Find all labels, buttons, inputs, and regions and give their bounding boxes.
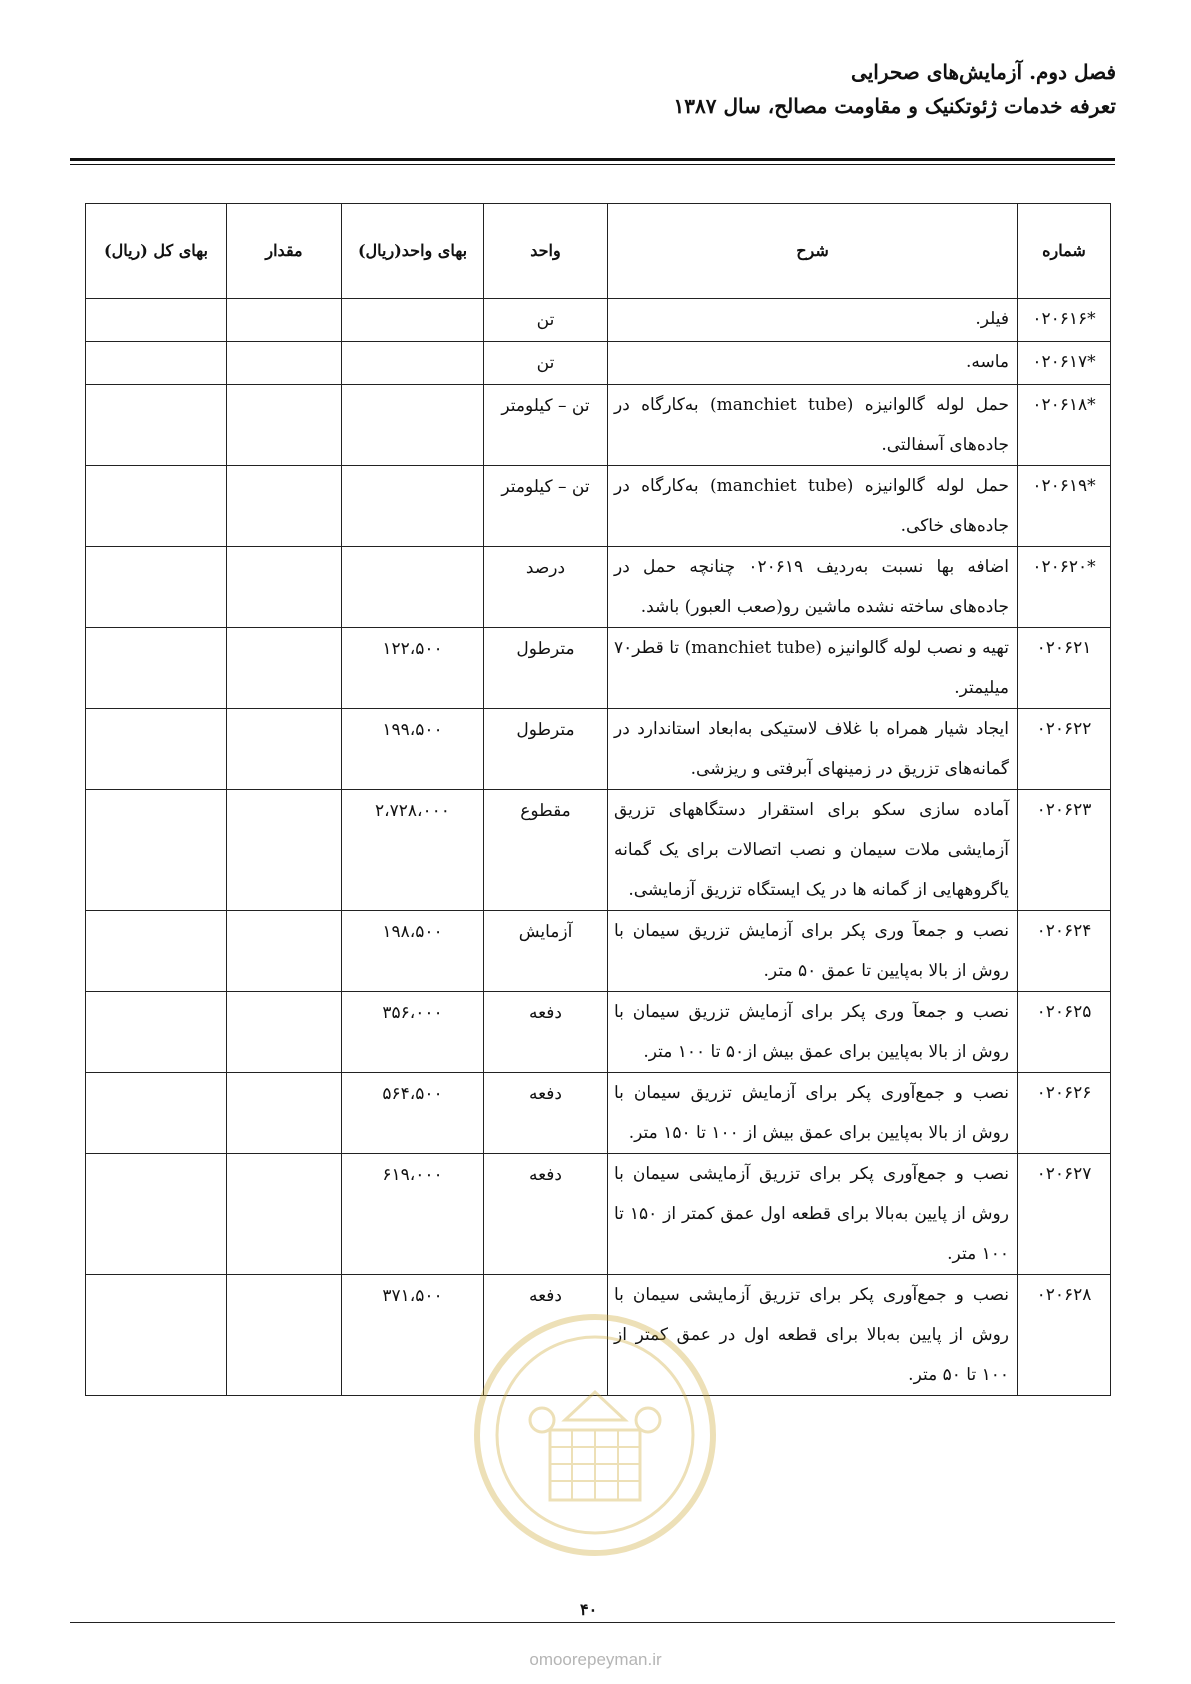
row-quantity: [227, 628, 342, 709]
row-quantity: [227, 1154, 342, 1275]
row-description: حمل لوله گالوانیزه (manchiet tube) به‌کارگاه در جاده‌های خاکی.: [608, 466, 1018, 547]
row-total: [86, 709, 227, 790]
table-row: [86, 466, 1111, 547]
table-row: [86, 911, 1111, 992]
row-total: [86, 992, 227, 1073]
page-number: ۴۰: [580, 1600, 598, 1619]
row-quantity: [227, 547, 342, 628]
row-description: نصب و جمعآ وری پکر برای آزمایش تزریق سیمان با روش از بالا به‌پایین تا عمق ۵۰ متر.: [608, 911, 1018, 992]
row-total: [86, 299, 227, 342]
column-header-code: شماره: [1018, 204, 1111, 299]
row-quantity: [227, 466, 342, 547]
row-unit-price: ۱۲۲،۵۰۰: [342, 628, 484, 709]
column-header-quantity: مقدار: [227, 204, 342, 299]
row-code: *۰۲۰۶۱۹: [1018, 466, 1111, 547]
column-header-total: بهای کل (ریال): [86, 204, 227, 299]
row-code: *۰۲۰۶۱۷: [1018, 342, 1111, 385]
row-description: اضافه بها نسبت به‌ردیف ۰۲۰۶۱۹ چنانچه حمل در جاده‌های ساخته نشده ماشین رو(صعب العبور) باشد.: [608, 547, 1018, 628]
row-code: ۰۲۰۶۲۱: [1018, 628, 1111, 709]
row-unit-price: [342, 547, 484, 628]
row-code: *۰۲۰۶۱۶: [1018, 299, 1111, 342]
table-row: [86, 342, 1111, 385]
row-description: آماده سازی سکو برای استقرار دستگاههای تزریق آزمایشی ملات سیمان و نصب اتصالات برای یک گمانه یاگروههایی از گمانه ها در یک ایستگاه تزریق آزمایشی.: [608, 790, 1018, 911]
row-unit: دفعه: [484, 1275, 608, 1396]
row-description: ماسه.: [608, 342, 1018, 385]
row-unit-price: ۳۵۶،۰۰۰: [342, 992, 484, 1073]
table-row: [86, 299, 1111, 342]
page-header: [76, 60, 1116, 118]
row-code: ۰۲۰۶۲۷: [1018, 1154, 1111, 1275]
row-unit-price: ۱۹۸،۵۰۰: [342, 911, 484, 992]
column-header-desc: شرح: [608, 204, 1018, 299]
row-code: *۰۲۰۶۱۸: [1018, 385, 1111, 466]
row-description: نصب و جمع‌آوری پکر برای آزمایش تزریق سیمان با روش از بالا به‌پایین برای عمق بیش از ۱۰۰ تا ۱۵۰ متر.: [608, 1073, 1018, 1154]
table-header-row: [86, 204, 1111, 299]
row-description: حمل لوله گالوانیزه (manchiet tube) به‌کارگاه در جاده‌های آسفالتی.: [608, 385, 1018, 466]
row-unit: آزمایش: [484, 911, 608, 992]
column-header-unit-price: بهای واحد(ریال): [342, 204, 484, 299]
row-code: *۰۲۰۶۲۰: [1018, 547, 1111, 628]
row-description: فیلر.: [608, 299, 1018, 342]
row-quantity: [227, 911, 342, 992]
table-row: [86, 992, 1111, 1073]
row-description: ایجاد شیار همراه با غلاف لاستیکی به‌ابعاد استاندارد در گمانه‌های تزریق در زمینهای آبرفتی و ریزشی.: [608, 709, 1018, 790]
row-unit-price: ۶۱۹،۰۰۰: [342, 1154, 484, 1275]
row-code: ۰۲۰۶۲۳: [1018, 790, 1111, 911]
row-code: ۰۲۰۶۲۶: [1018, 1073, 1111, 1154]
row-unit: درصد: [484, 547, 608, 628]
row-total: [86, 385, 227, 466]
row-unit: دفعه: [484, 1154, 608, 1275]
table-row: [86, 790, 1111, 911]
row-unit: تن: [484, 299, 608, 342]
row-quantity: [227, 1275, 342, 1396]
table-row: [86, 709, 1111, 790]
row-description: نصب و جمع‌آوری پکر برای تزریق آزمایشی سیمان با روش از پایین به‌بالا برای قطعه اول عمق کمتر از ۱۵۰ تا ۱۰۰ متر.: [608, 1154, 1018, 1275]
chapter-title: فصل دوم. آزمایش‌های صحرایی: [851, 60, 1116, 84]
row-code: ۰۲۰۶۲۸: [1018, 1275, 1111, 1396]
row-code: ۰۲۰۶۲۵: [1018, 992, 1111, 1073]
watermark-url: omoorepeyman.ir: [529, 1650, 662, 1669]
header-rule-thin: [70, 164, 1115, 165]
row-total: [86, 547, 227, 628]
row-description: نصب و جمع‌آوری پکر برای تزریق آزمایشی سیمان با روش از پایین به‌بالا برای قطعه اول در عمق کمتر از ۱۰۰ تا ۵۰ متر.: [608, 1275, 1018, 1396]
row-unit-price: ۲،۷۲۸،۰۰۰: [342, 790, 484, 911]
footer-rule: [70, 1622, 1115, 1623]
row-quantity: [227, 342, 342, 385]
row-total: [86, 1073, 227, 1154]
header-rule-thick: [70, 158, 1115, 161]
tariff-table: [85, 203, 1111, 1396]
table-row: [86, 1073, 1111, 1154]
column-header-unit: واحد: [484, 204, 608, 299]
row-unit: تن: [484, 342, 608, 385]
table-row: [86, 385, 1111, 466]
table-row: [86, 628, 1111, 709]
row-unit: دفعه: [484, 1073, 608, 1154]
row-unit: تن – کیلومتر: [484, 385, 608, 466]
row-quantity: [227, 385, 342, 466]
row-unit-price: [342, 299, 484, 342]
row-total: [86, 1154, 227, 1275]
row-description: تهیه و نصب لوله گالوانیزه (manchiet tube) تا قطر۷۰ میلیمتر.: [608, 628, 1018, 709]
row-total: [86, 342, 227, 385]
row-total: [86, 466, 227, 547]
row-unit: تن – کیلومتر: [484, 466, 608, 547]
row-quantity: [227, 299, 342, 342]
table-row: [86, 1154, 1111, 1275]
row-unit: دفعه: [484, 992, 608, 1073]
row-unit-price: ۳۷۱،۵۰۰: [342, 1275, 484, 1396]
row-code: ۰۲۰۶۲۴: [1018, 911, 1111, 992]
row-unit: مقطوع: [484, 790, 608, 911]
row-unit-price: [342, 385, 484, 466]
row-total: [86, 1275, 227, 1396]
row-total: [86, 628, 227, 709]
row-unit-price: ۱۹۹،۵۰۰: [342, 709, 484, 790]
row-unit: مترطول: [484, 628, 608, 709]
row-unit-price: [342, 466, 484, 547]
row-quantity: [227, 709, 342, 790]
document-subtitle: تعرفه خدمات ژئوتکنیک و مقاومت مصالح، سال ۱۳۸۷: [673, 94, 1116, 118]
row-total: [86, 911, 227, 992]
row-unit-price: ۵۶۴،۵۰۰: [342, 1073, 484, 1154]
row-unit: مترطول: [484, 709, 608, 790]
row-description: نصب و جمعآ وری پکر برای آزمایش تزریق سیمان با روش از بالا به‌پایین برای عمق بیش از۵۰ تا ۱۰۰ متر.: [608, 992, 1018, 1073]
table-row: [86, 547, 1111, 628]
row-total: [86, 790, 227, 911]
row-unit-price: [342, 342, 484, 385]
row-quantity: [227, 790, 342, 911]
row-quantity: [227, 992, 342, 1073]
table-row: [86, 1275, 1111, 1396]
row-quantity: [227, 1073, 342, 1154]
row-code: ۰۲۰۶۲۲: [1018, 709, 1111, 790]
